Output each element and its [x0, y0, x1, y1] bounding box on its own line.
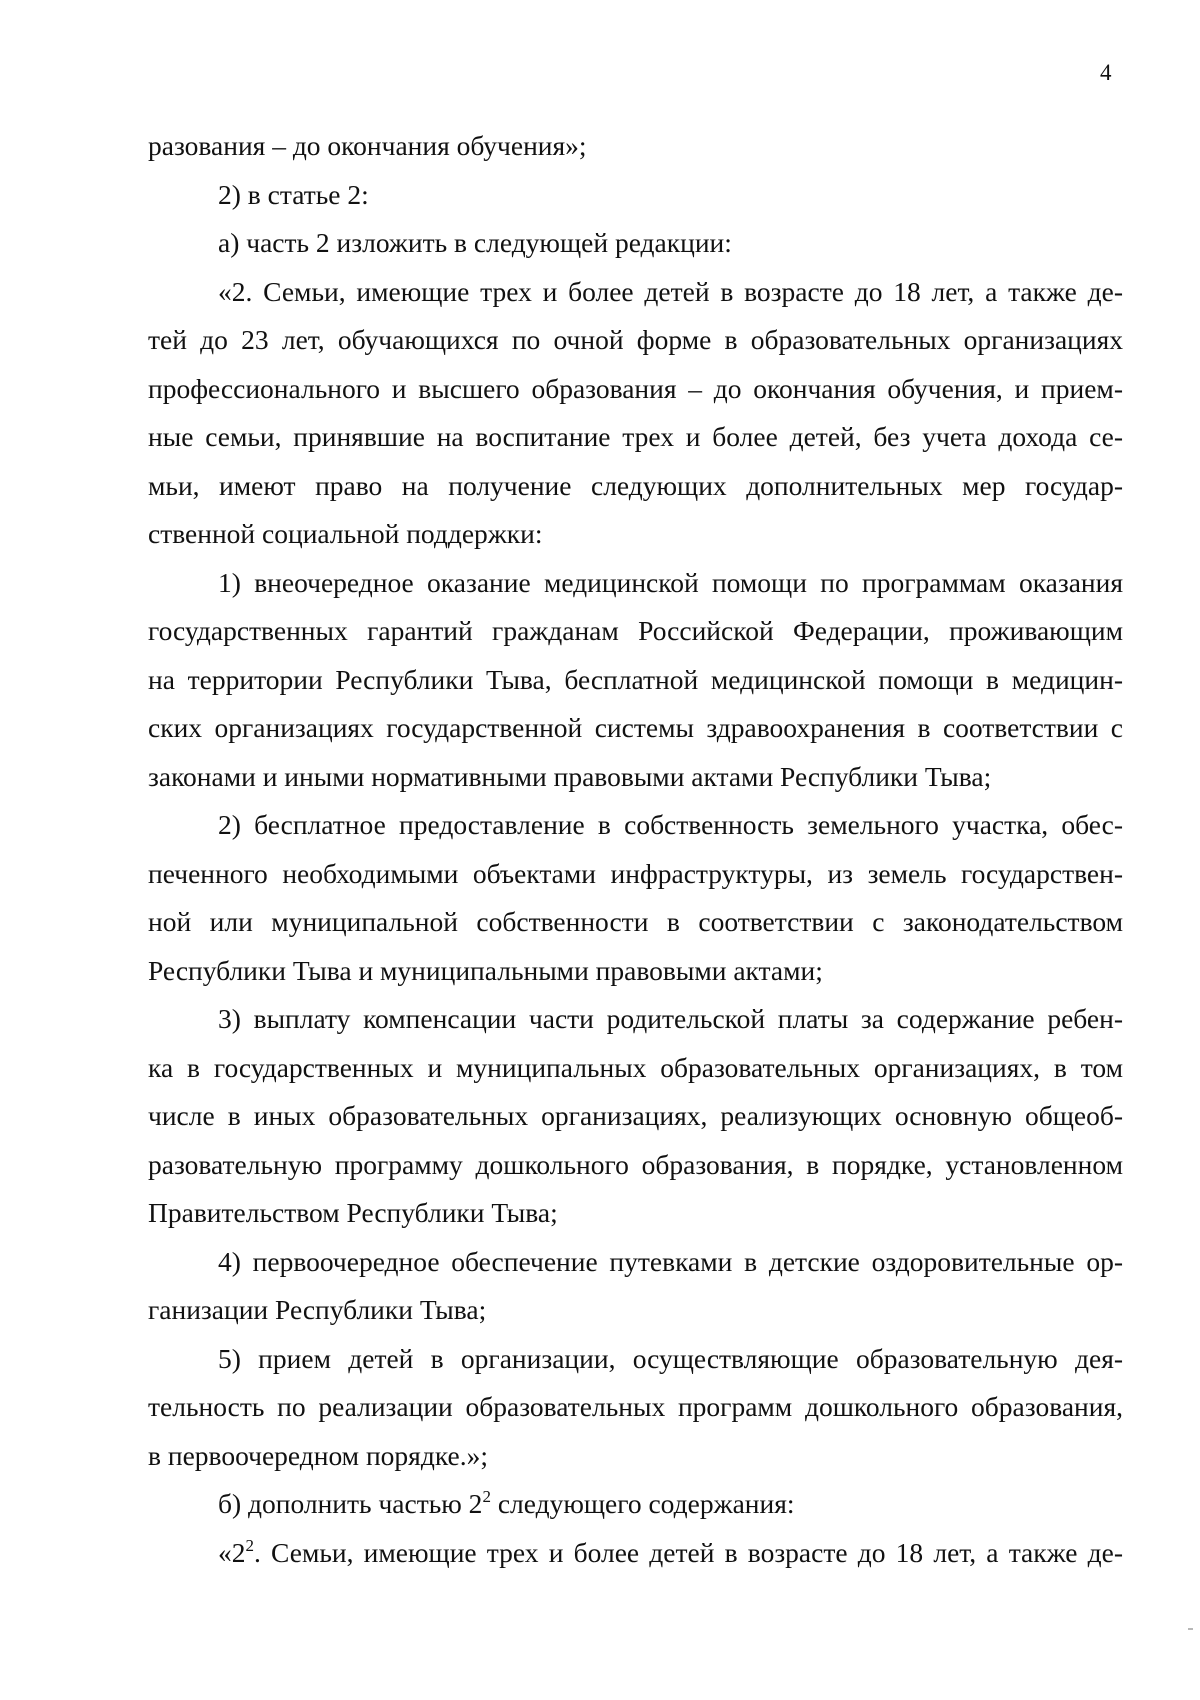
text-line: в первоочередном порядке.»; — [148, 1439, 488, 1471]
text-line: мьи, имеют право на получение следующих дополнительных мер государ- — [148, 469, 1123, 501]
text-line: ные семьи, принявшие на воспитание трех и более детей, без учета дохода се- — [148, 421, 1123, 452]
text-line: 5) прием детей в организации, осуществляющие образовательную дея- — [218, 1342, 1123, 1374]
text-line: тельность по реализации образовательных программ дошкольного образования, — [148, 1391, 1123, 1422]
text-line: законами и иными нормативными правовыми актами Республики Тыва; — [148, 760, 992, 792]
page-number: 4 — [1100, 60, 1112, 85]
superscript: 2 — [482, 1487, 491, 1506]
text-fragment: б) дополнить частью 2 — [218, 1488, 483, 1519]
text-line: Правительством Республики Тыва; — [148, 1197, 558, 1228]
superscript: 2 — [245, 1535, 254, 1555]
text-fragment: . Семьи, имеющие трех и более детей в возрасте до 18 лет, а также де- — [254, 1536, 1123, 1568]
text-line: ка в государственных и муниципальных образовательных организациях, в том — [148, 1051, 1123, 1083]
text-line: тей до 23 лет, обучающихся по очной форме в образовательных организациях — [148, 324, 1123, 355]
text-line: числе в иных образовательных организациях, реализующих основную общеоб- — [148, 1100, 1123, 1131]
text-line: государственных гарантий гражданам Российской Федерации, проживающим — [148, 615, 1123, 646]
text-line: 1) внеочередное оказание медицинской помощи по программам оказания — [218, 566, 1123, 598]
text-line: разования – до окончания обучения»; — [148, 130, 587, 161]
text-line: Республики Тыва и муниципальными правовыми актами; — [148, 954, 823, 986]
scan-edge-mark — [1188, 1628, 1193, 1630]
text-line: ских организациях государственной системы здравоохранения в соответствии с — [148, 712, 1123, 743]
text-line: профессионального и высшего образования – до окончания обучения, и прием- — [148, 372, 1123, 404]
text-line: 3) выплату компенсации части родительской платы за содержание ребен- — [218, 1003, 1123, 1034]
text-line — [148, 1529, 1123, 1578]
text-line: 4) первоочередное обеспечение путевками в детские оздоровительные ор- — [218, 1245, 1123, 1277]
text-line: 2) бесплатное предоставление в собственность земельного участка, обес- — [218, 809, 1123, 840]
text-line: разовательную программу дошкольного образования, в порядке, установленном — [148, 1148, 1123, 1180]
text-line: ной или муниципальной собственности в соответствии с законодательством — [148, 906, 1123, 937]
text-line: печенного необходимыми объектами инфраструктуры, из земель государствен- — [148, 857, 1123, 889]
text-line: ганизации Республики Тыва; — [148, 1294, 487, 1325]
document-body — [148, 122, 1123, 1577]
text-line: на территории Республики Тыва, бесплатной медицинской помощи в медицин- — [148, 663, 1123, 695]
text-line: ственной социальной поддержки: — [148, 518, 543, 549]
text-fragment: следующего содержания: — [490, 1488, 795, 1519]
text-line: «2. Семьи, имеющие трех и более детей в возрасте до 18 лет, а также де- — [218, 275, 1123, 307]
sub-item-heading — [148, 1480, 1123, 1529]
sub-item-heading: а) часть 2 изложить в следующей редакции: — [218, 227, 732, 258]
text-fragment: «2 — [218, 1536, 246, 1568]
list-item-heading: 2) в статье 2: — [218, 178, 369, 210]
